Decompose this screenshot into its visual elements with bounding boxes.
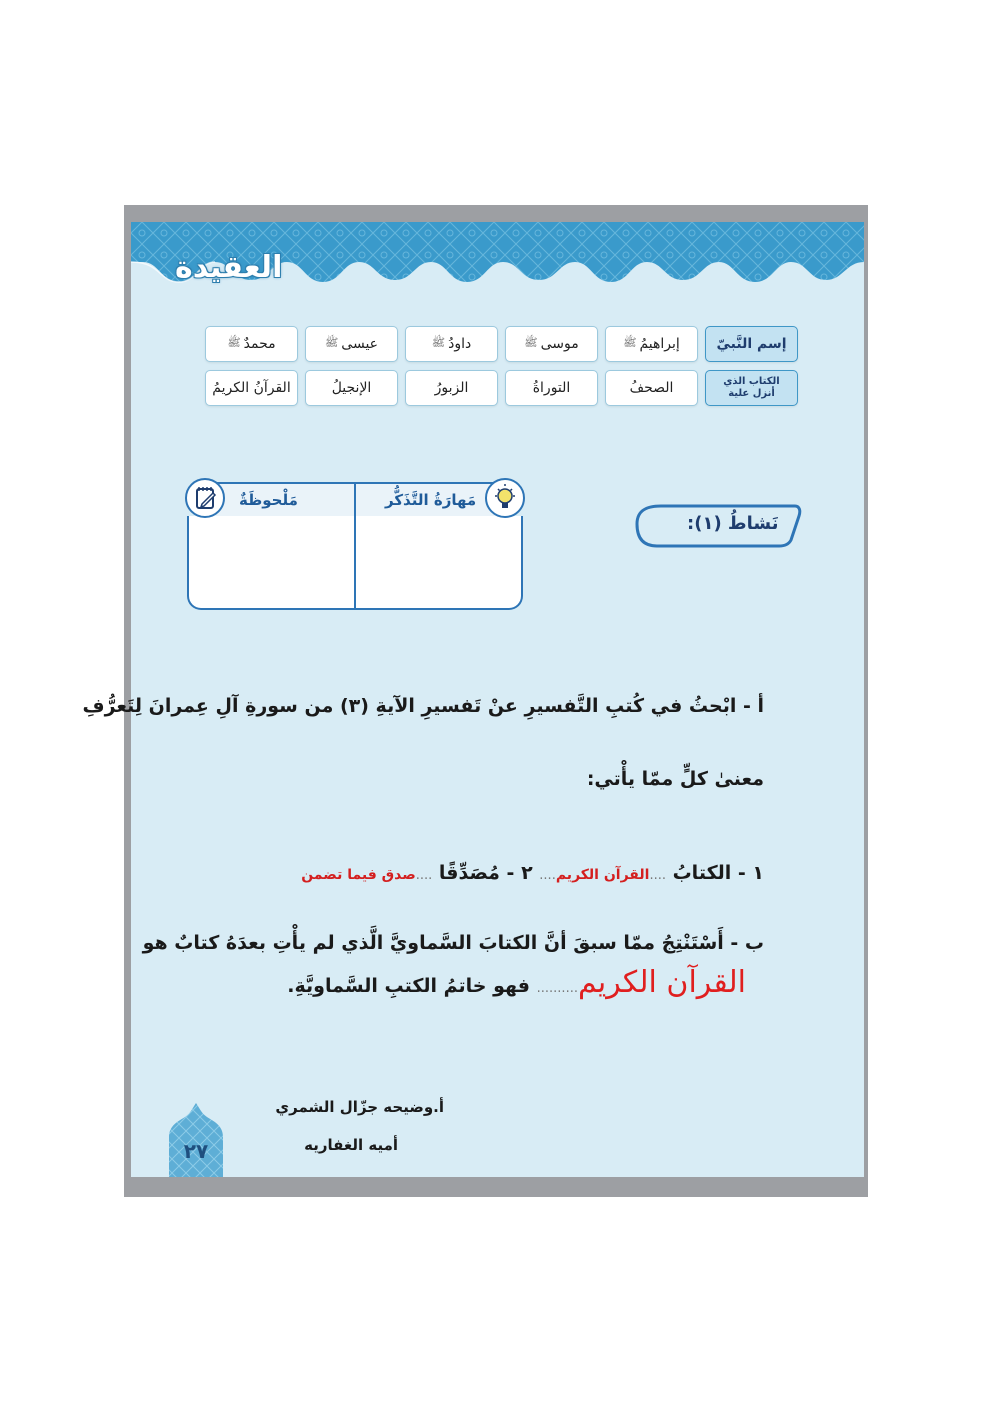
prophet-name: داودُ: [448, 336, 472, 352]
dots: ....: [539, 868, 556, 883]
prophet-name: موسى: [540, 336, 579, 352]
author-name-1: أ.وضيحه جزّال الشمري: [275, 1098, 444, 1116]
books-row: [205, 370, 798, 406]
prophet-cell: [405, 326, 498, 362]
answer-b: القرآن الكريم: [577, 965, 746, 1000]
book-header-line1: الكتاب الذي: [723, 376, 780, 387]
page-frame: [82, 205, 868, 1197]
dots: ..........: [536, 981, 578, 996]
question-b-line1: ب - أَسْتَنْتِجُ ممّا سبقَ أنَّ الكتابَ السَّماويَّ الَّذي لم يأْتِ بعدَهُ كتابٌ هو: [142, 932, 764, 954]
notepad-pencil-icon: [185, 478, 225, 518]
prophet-name: محمدٌ: [243, 336, 276, 352]
worksheet-page: [82, 222, 864, 1177]
item2-label: ٢ - مُصَدِّقًا: [438, 862, 533, 884]
prophet-name: إبراهيمُ: [639, 336, 680, 352]
honorific-mark: ﷺ: [227, 336, 241, 349]
notes-divider: [354, 484, 356, 608]
notes-box: [187, 482, 523, 612]
prophets-row: [205, 326, 798, 362]
book-header-line2: أنزل علية: [728, 388, 775, 399]
question-b-end: فهو خاتمُ الكتبِ السَّماويَّةِ.: [287, 975, 531, 997]
book-cell: القرآنُ الكريمُ: [205, 370, 298, 406]
prophet-cell: [505, 326, 598, 362]
book-cell: الإنجيلُ: [305, 370, 398, 406]
prophet-name-header: إسم النَّبيّ: [705, 326, 798, 362]
book-header: [705, 370, 798, 406]
item2-answer: صدق فيما تضمن: [301, 867, 416, 883]
page-title: العقيدة: [175, 250, 283, 285]
honorific-mark: ﷺ: [324, 336, 339, 349]
author-name-2: أميه الغفاريه: [304, 1136, 398, 1154]
note-label: مَلْحوظَةٌ: [239, 491, 298, 509]
dots: ....: [415, 868, 433, 883]
prophet-name: عيسى: [341, 336, 379, 352]
book-cell: الزبورُ: [405, 370, 498, 406]
items-line: [301, 862, 764, 884]
dots: ....: [649, 868, 666, 883]
honorific-mark: ﷺ: [524, 336, 538, 349]
page-number: ٢٧: [183, 1139, 209, 1163]
prophet-cell: [205, 326, 298, 362]
prophet-cell: [605, 326, 698, 362]
item1-answer: القرآن الكريم: [555, 867, 650, 883]
question-b-line2: [287, 965, 746, 1000]
book-cell: التوراةُ: [505, 370, 598, 406]
prophet-cell: [305, 326, 398, 362]
skill-label: مَهارَةُ التَّذَكُّر: [385, 491, 477, 509]
activity-label: نَشاطُ (١):: [687, 513, 779, 534]
item1-label: ١ - الكتابُ: [672, 862, 764, 884]
lightbulb-icon: [485, 478, 525, 518]
question-a-line1: أ - ابْحثُ في كُتبِ التَّفسيرِ عنْ تَفسيرِ الآيةِ (٣) من سورةِ آلِ عِمرانَ لِتَعرُّفِ: [82, 695, 764, 717]
question-a-line2: معنىٰ كلٍّ ممّا يأْتي:: [586, 768, 764, 790]
book-cell: الصحفُ: [605, 370, 698, 406]
honorific-mark: ﷺ: [623, 336, 637, 349]
honorific-mark: ﷺ: [431, 336, 446, 349]
